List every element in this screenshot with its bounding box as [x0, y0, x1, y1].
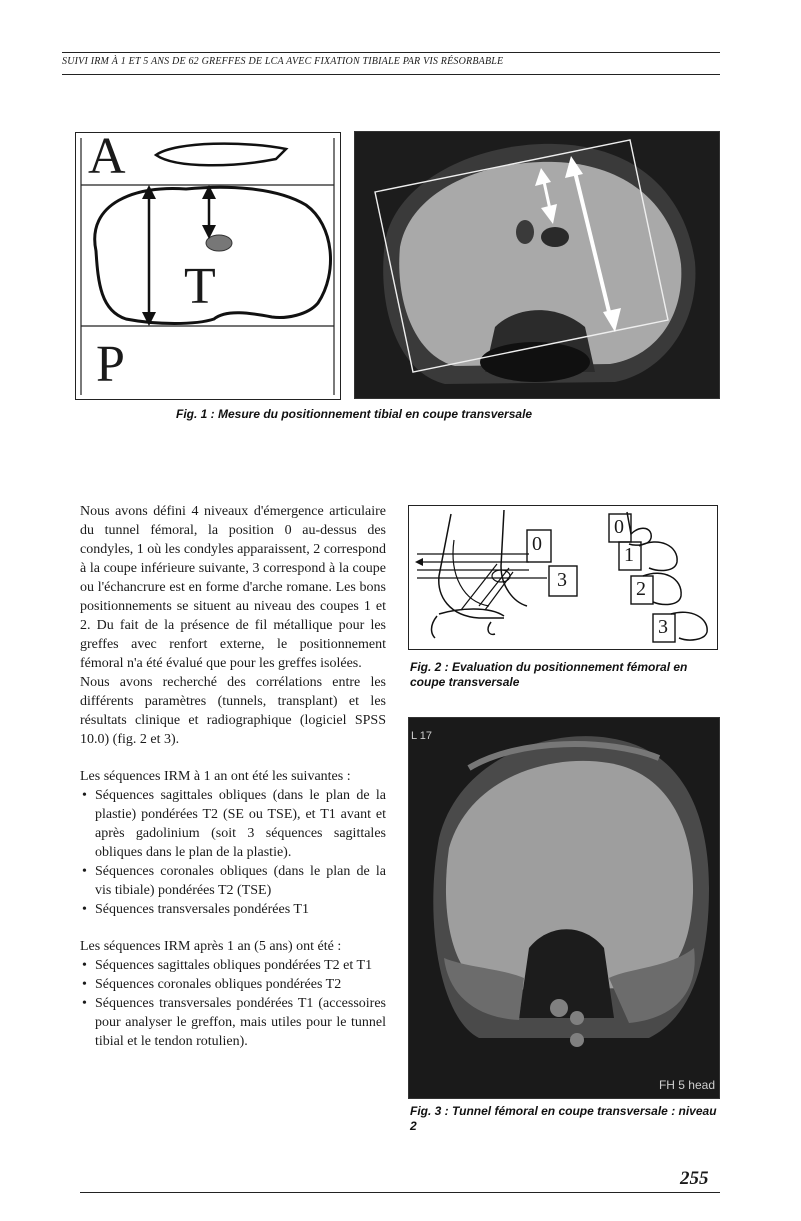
header-top-rule: [62, 52, 720, 53]
list-item: • Séquences sagittales obliques pondérées T2 et T1: [80, 956, 386, 975]
level-1-label: 1: [624, 544, 634, 566]
page-number: 255: [680, 1168, 709, 1189]
mri-tibia-illustration: [355, 132, 719, 398]
fig3-caption: Fig. 3 : Tunnel fémoral en coupe transversale : niveau 2: [410, 1104, 717, 1133]
fig2-caption: Fig. 2 : Evaluation du positionnement fémoral en coupe transversale: [410, 660, 688, 689]
fig1-tibial-schema: [75, 128, 341, 400]
fig2-femoral-schema: [408, 505, 718, 650]
list-item: • Séquences sagittales obliques (dans le plan de la plastie) pondérées T2 (SE ou TSE), et T1 avant et après gadolinium (soit 3 séquences sagittales obliques dans le plan de la plastie).: [80, 786, 386, 862]
label-anterior: A: [88, 128, 126, 185]
mri-overlay-bottom: FH 5 head: [658, 1078, 715, 1092]
mri-overlay-top: L 17: [411, 730, 433, 742]
level-3-label-left: 3: [557, 569, 567, 591]
sequence-list-1year: [80, 786, 386, 919]
body-text: [80, 502, 386, 1051]
level-0-label-left: 0: [532, 533, 542, 555]
fig3-mri-femoral-image: [408, 717, 720, 1099]
list1-intro: Les séquences IRM à 1 an ont été les suivantes :: [80, 769, 351, 784]
label-tunnel: T: [184, 258, 216, 315]
paragraph-levels: Nous avons défini 4 niveaux d'émergence articulaire du tunnel fémoral, la position 0 au-dessus des condyles, 1 où les condyles apparaissent, 2 correspond à la coupe inférieure suivante, 3 correspond à la coupe ou l'échancrure est en forme d'arche romane. Les bons positionnements se situent au niveau des coupes 1 et 2. Du fait de la présence de fil métallique pour les greffes avec renfort externe, le positionnement fémoral n'a été évalué que pour les greffes isolées.: [80, 504, 386, 671]
sequence-list-5years: [80, 956, 386, 1051]
list-item: • Séquences transversales pondérées T1: [80, 900, 386, 919]
mri-femur-illustration: [409, 718, 719, 1098]
list-item: • Séquences transversales pondérées T1 (accessoires pour analyser le greffon, mais utiles pour le tunnel tibial et le tendon rotulien).: [80, 994, 386, 1051]
footer-rule: [80, 1192, 720, 1193]
fig1-caption: Fig. 1 : Mesure du positionnement tibial en coupe transversale: [176, 407, 533, 421]
fig1-mri-axial-image: [354, 131, 720, 399]
label-posterior: P: [96, 336, 125, 393]
paragraph-correlations: Nous avons recherché des corrélations entre les différents paramètres (tunnels, transplant) et les résultats clinique et radiographique (logiciel SPSS 10.0) (fig. 2 et 3).: [80, 675, 386, 747]
level-3-label: 3: [658, 616, 668, 638]
list-item: • Séquences coronales obliques pondérées T2: [80, 975, 386, 994]
header-bottom-rule: [62, 74, 720, 75]
running-title: SUIVI IRM À 1 ET 5 ANS DE 62 GREFFES DE LCA AVEC FIXATION TIBIALE PAR VIS RÉSORBABLE: [62, 56, 504, 67]
level-2-label: 2: [636, 578, 646, 600]
list2-intro: Les séquences IRM après 1 an (5 ans) ont été :: [80, 939, 342, 954]
level-0-label: 0: [614, 516, 624, 538]
list-item: • Séquences coronales obliques (dans le plan de la vis tibiale) pondérées T2 (TSE): [80, 862, 386, 900]
